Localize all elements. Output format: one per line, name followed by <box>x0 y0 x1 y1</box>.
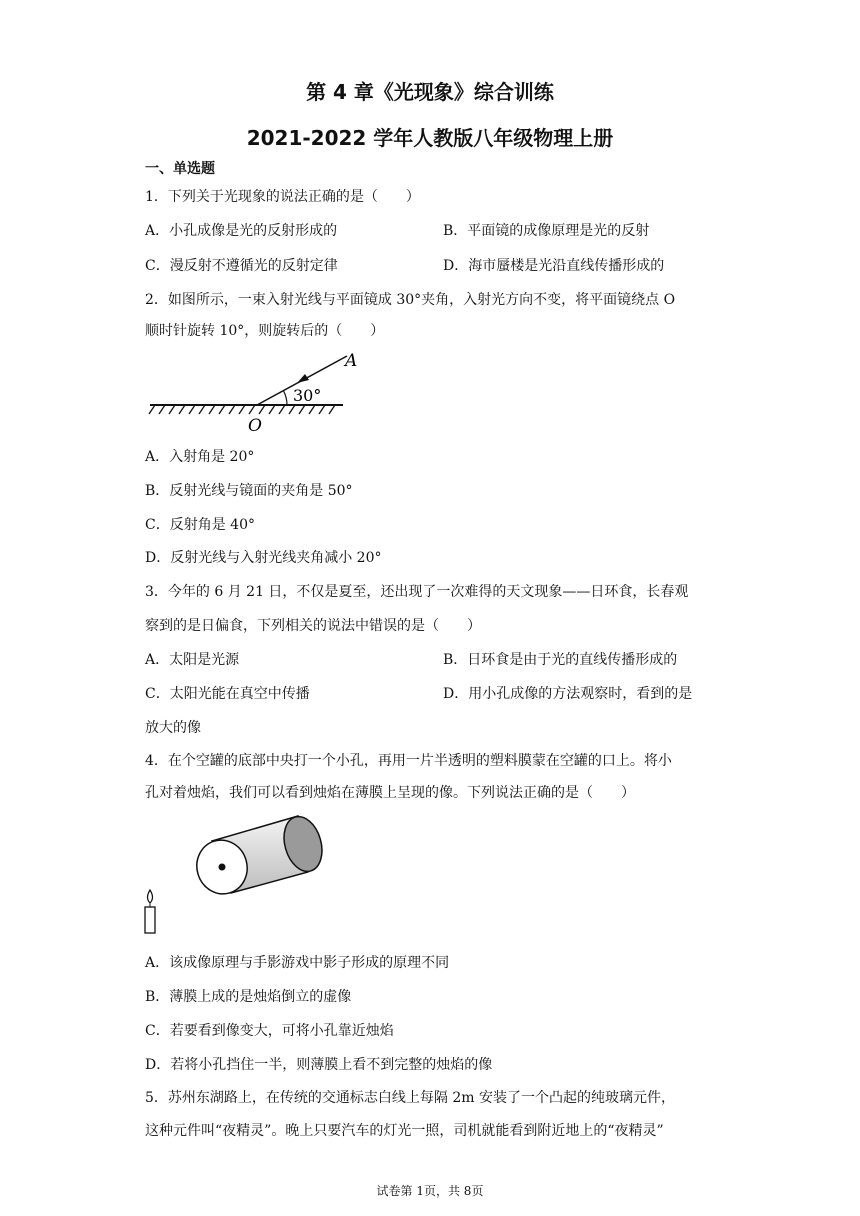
q2-option-d: D．反射光线与入射光线夹角减小 20° <box>145 550 382 566</box>
q4-option-a: A．该成像原理与手影游戏中影子形成的原理不同 <box>145 955 450 971</box>
q4-option-c: C．若要看到像变大，可将小孔靠近烛焰 <box>145 1023 394 1039</box>
q1-stem: 1．下列关于光现象的说法正确的是（ ） <box>145 189 420 205</box>
q2-option-c: C．反射角是 40° <box>145 517 255 533</box>
title-line-1: 第 4 章《光现象》综合训练 <box>306 80 554 104</box>
ray-arrow-icon <box>297 374 309 383</box>
angle-label: 30° <box>293 386 322 405</box>
pinhole <box>219 864 226 871</box>
q5-stem-line-2: 这种元件叫“夜精灵”。晚上只要汽车的灯光一照，司机就能看到附近地上的“夜精灵” <box>145 1123 664 1139</box>
q1-option-a: A．小孔成像是光的反射形成的 <box>145 223 338 239</box>
q4-stem-line-2: 孔对着烛焰，我们可以看到烛焰在薄膜上呈现的像。下列说法正确的是（ ） <box>145 785 635 801</box>
q2-stem-line-2: 顺时针旋转 10°，则旋转后的（ ） <box>145 323 385 339</box>
mirror-diagram <box>145 345 365 440</box>
q3-option-d-continued: 放大的像 <box>145 720 201 736</box>
point-o-label: O <box>248 416 262 436</box>
q3-option-a: A．太阳是光源 <box>145 652 240 668</box>
q1-option-b: B．平面镜的成像原理是光的反射 <box>443 223 650 239</box>
q2-stem-line-1: 2．如图所示，一束入射光线与平面镜成 30°夹角，入射光方向不变，将平面镜绕点 O <box>145 292 676 308</box>
angle-arc <box>283 391 287 405</box>
mirror-hatching <box>149 405 335 414</box>
q1-option-d: D．海市蜃楼是光沿直线传播形成的 <box>443 258 665 274</box>
page-footer: 试卷第 1页，共 8页 <box>376 1184 484 1198</box>
q3-stem-line-1: 3．今年的 6 月 21 日，不仅是夏至，还出现了一次难得的天文现象——日环食，长春观 <box>145 584 689 600</box>
q3-option-d: D．用小孔成像的方法观察时，看到的是 <box>443 686 693 702</box>
title-line-2: 2021-2022 学年人教版八年级物理上册 <box>246 126 614 150</box>
q3-stem-line-2: 察到的是日偏食，下列相关的说法中错误的是（ ） <box>145 618 481 634</box>
q2-option-b: B．反射光线与镜面的夹角是 50° <box>145 483 353 499</box>
q3-option-b: B．日环食是由于光的直线传播形成的 <box>443 652 678 668</box>
pinhole-camera-diagram <box>140 810 340 940</box>
q4-stem-line-1: 4．在个空罐的底部中央打一个小孔，再用一片半透明的塑料膜蒙在空罐的口上。将小 <box>145 753 672 769</box>
q4-option-b: B．薄膜上成的是烛焰倒立的虚像 <box>145 989 352 1005</box>
q3-option-c: C．太阳光能在真空中传播 <box>145 686 310 702</box>
candle-icon <box>145 890 155 933</box>
q5-stem-line-1: 5．苏州东湖路上，在传统的交通标志白线上每隔 2m 安装了一个凸起的纯玻璃元件， <box>145 1090 675 1106</box>
q2-option-a: A．入射角是 20° <box>145 449 255 465</box>
q1-option-c: C．漫反射不遵循光的反射定律 <box>145 258 338 274</box>
point-a-label: A <box>345 351 358 371</box>
section-heading: 一、单选题 <box>145 161 215 177</box>
q4-option-d: D．若将小孔挡住一半，则薄膜上看不到完整的烛焰的像 <box>145 1057 493 1073</box>
